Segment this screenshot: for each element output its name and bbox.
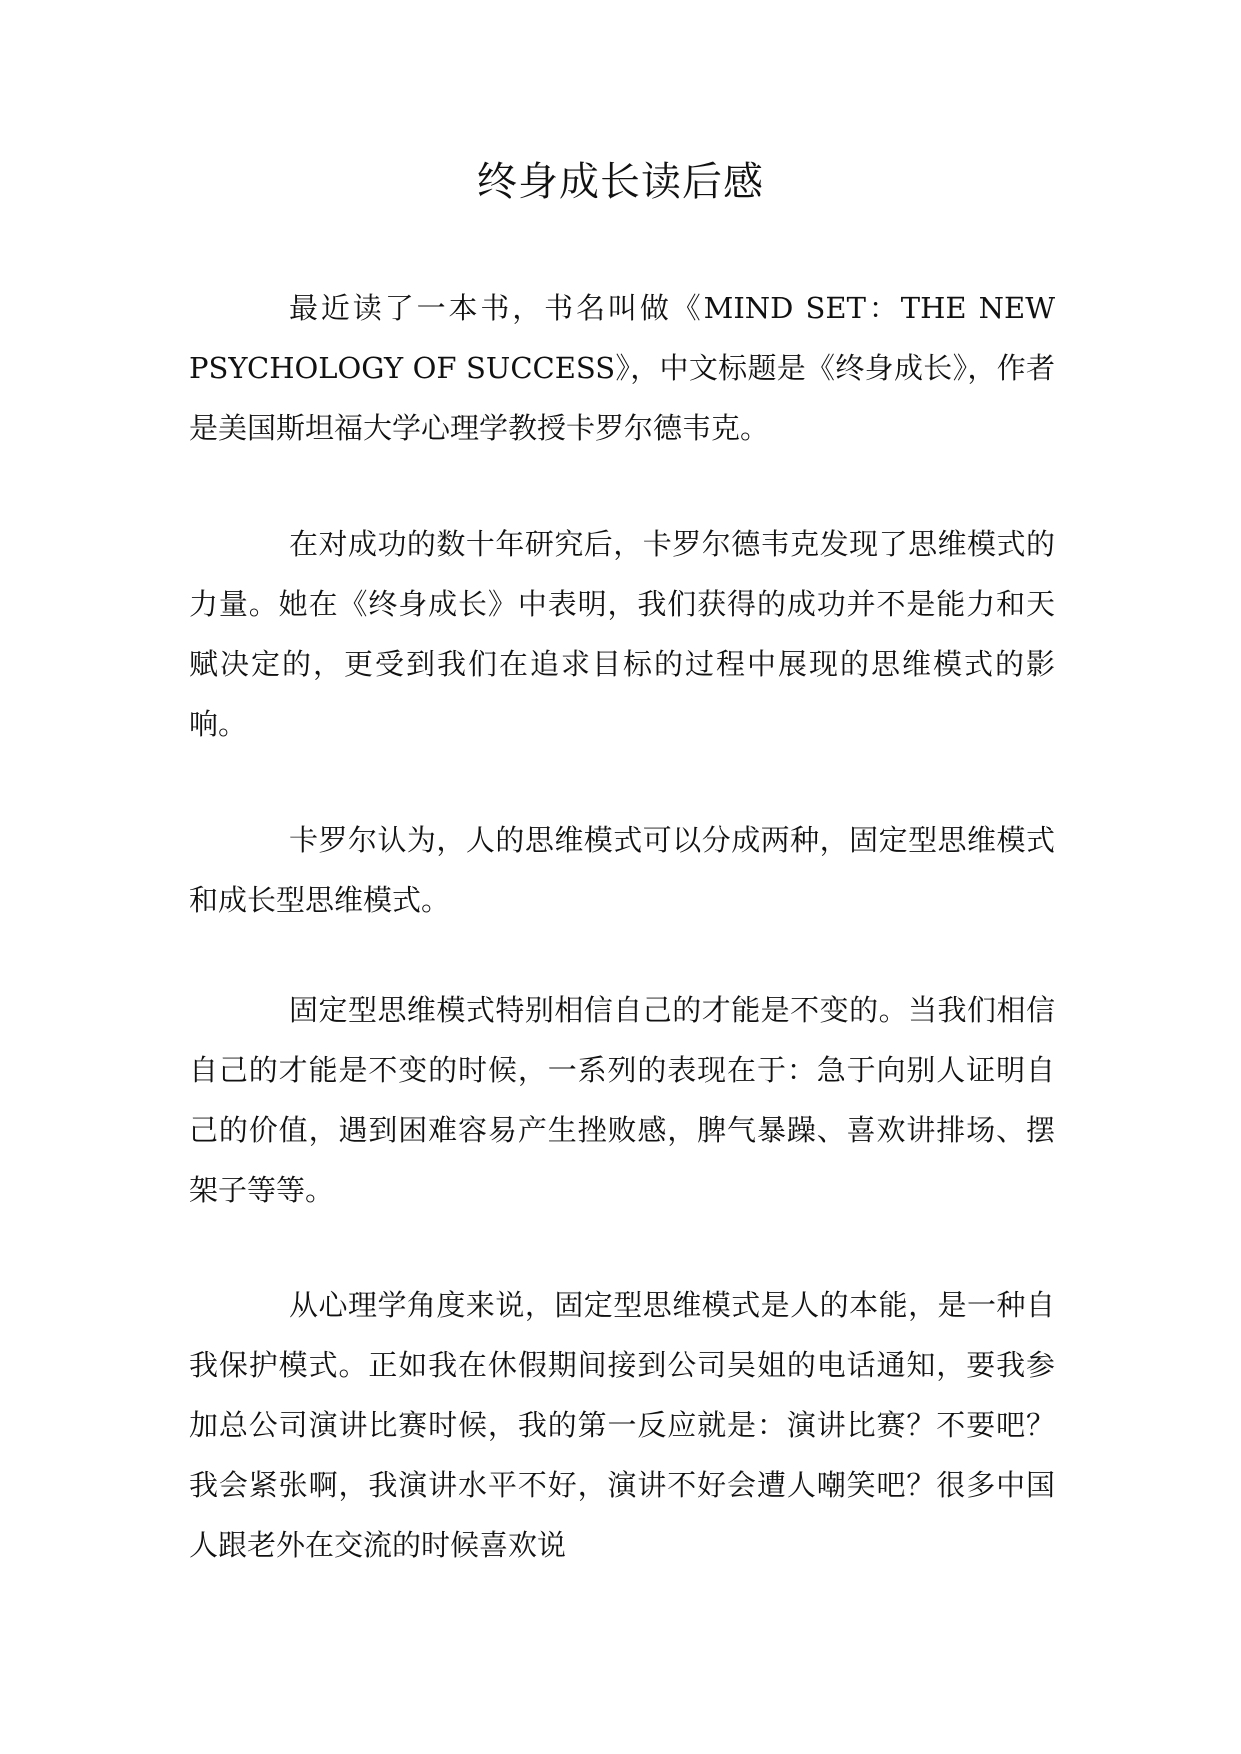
paragraph-1 [189, 278, 1055, 458]
paragraph-text: 固定型思维模式特别相信自己的才能是不变的。当我们相信自己的才能是不变的时候，一系列的表现在于：急于向别人证明自己的价值，遇到困难容易产生挫败感，脾气暴躁、喜欢讲排场、摆架子等等。 [189, 993, 1055, 1207]
paragraph-text: 卡罗尔认为，人的思维模式可以分成两种，固定型思维模式和成长型思维模式。 [189, 823, 1055, 917]
page-title: 终身成长读后感 [477, 159, 764, 205]
paragraph-text: 从心理学角度来说，固定型思维模式是人的本能，是一种自我保护模式。正如我在休假期间接到公司吴姐的电话通知，要我参加总公司演讲比赛时候，我的第一反应就是：演讲比赛？不要吧？我会紧张啊，我演讲水平不好，演讲不好会遭人嘲笑吧？很多中国人跟老外在交流的时候喜欢说 [189, 1288, 1055, 1562]
paragraph-2 [189, 514, 1055, 754]
paragraph-4 [189, 980, 1055, 1220]
paragraph-text: 最近读了一本书，书名叫做《MIND SET：THE NEW PSYCHOLOGY OF SUCCESS》，中文标题是《终身成长》，作者是美国斯坦福大学心理学教授卡罗尔德韦克。 [189, 291, 1055, 445]
paragraph-3 [189, 810, 1055, 930]
paragraph-text: 在对成功的数十年研究后，卡罗尔德韦克发现了思维模式的力量。她在《终身成长》中表明，我们获得的成功并不是能力和天赋决定的，更受到我们在追求目标的过程中展现的思维模式的影响。 [189, 527, 1055, 741]
paragraph-5 [189, 1275, 1055, 1575]
